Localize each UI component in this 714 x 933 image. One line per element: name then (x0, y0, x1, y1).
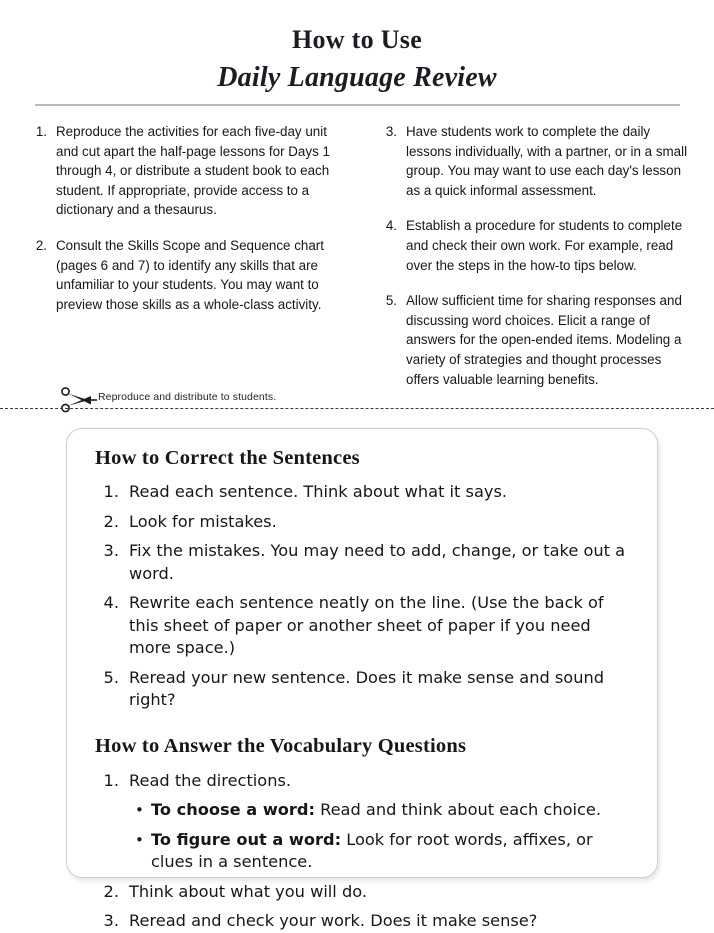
title-secondary: Daily Language Review (217, 61, 497, 93)
bullet-item-lead: To choose a word: (151, 800, 315, 819)
scissors-icon (58, 387, 98, 413)
bullet-item-body: Read and think about each choice. (314, 800, 601, 819)
instructions-left-column (30, 122, 348, 405)
instructions-right-column (380, 122, 698, 405)
bullet-item-lead: To figure out a word: (151, 829, 342, 849)
list-item-text: Have students work to complete the daily lessons individually, with a partner, or in a small group. You may want to use each day's lesson as a quick informal assessment. (406, 124, 688, 198)
list-item (30, 122, 348, 220)
section-heading-correct-sentences: How to Correct the Sentences (95, 447, 360, 469)
list-item (95, 910, 631, 933)
bullet-dot-icon: • (135, 830, 144, 849)
list-item-number: 3. (103, 911, 119, 930)
bullet-dot-icon: • (135, 801, 144, 819)
how-to-tips-panel (66, 428, 658, 930)
list-item-text: Read the directions. (129, 770, 292, 790)
list-item-text: Read each sentence. Think about what it says. (129, 482, 508, 501)
bullet-item-body: Look for root words, affixes, or clues in a sentence. (151, 829, 593, 871)
cutline-dashed-rule (0, 408, 714, 409)
list-item-text: Reproduce the activities for each five-day unit and cut apart the half-page lessons for Days 1 through 4, or distribute a student book to each student. If appropriate, provide access to a dictionary and a thesaurus. (56, 124, 330, 218)
list-item (95, 770, 631, 793)
bullet-item-text (151, 799, 631, 822)
list-item-number: 3. (385, 124, 397, 139)
list-item-text: Rewrite each sentence neatly on the line. (Use the back of this sheet of paper or another sheet of paper if you need more space.) (129, 593, 604, 657)
list-item-text: Allow sufficient time for sharing responses and discussing word choices. Elicit a range of answers for the open-ended items. Modeling a variety of strategies and thought processes offers valuable learning benefits. (406, 293, 682, 387)
list-item-text: Fix the mistakes. You may need to add, change, or take out a word. (129, 541, 626, 583)
list-item (30, 236, 348, 314)
bullet-item-text (151, 829, 631, 874)
list-item (95, 667, 631, 712)
list-item-text: Look for mistakes. (129, 511, 277, 531)
list-item (380, 291, 698, 389)
list-item-text: Think about what you will do. (129, 881, 367, 901)
list-item-number: 1. (103, 482, 119, 501)
cutline-label: Reproduce and distribute to students. (98, 391, 277, 403)
list-item-text: Reread your new sentence. Does it make sense and sound right? (129, 667, 605, 709)
list-item-number: 3. (103, 541, 119, 560)
list-item-number: 2. (103, 881, 119, 901)
list-item-number: 4. (385, 218, 397, 234)
bullet-item (95, 799, 631, 822)
instructions-columns (0, 122, 714, 405)
list-item-number: 5. (385, 293, 397, 309)
list-item-number: 2. (35, 237, 47, 253)
list-item (380, 122, 698, 200)
list-item (95, 592, 631, 660)
list-item-number: 5. (103, 667, 119, 687)
section-heading-vocabulary-questions: How to Answer the Vocabulary Questions (95, 734, 467, 757)
bullet-item (95, 829, 631, 874)
list-item-number: 4. (103, 593, 119, 612)
list-item-text: Consult the Skills Scope and Sequence chart (pages 6 and 7) to identify any skills that are unfamiliar to your students. You may want to preview those skills as a whole-class activity. (56, 237, 324, 312)
list-item-text: Reread and check your work. Does it make sense? (129, 911, 538, 930)
list-item (95, 881, 631, 904)
title-primary: How to Use (291, 25, 423, 54)
list-item-number: 1. (35, 124, 47, 139)
list-item-text: Establish a procedure for students to complete and check their own work. For example, read over the steps in the how-to tips below. (406, 218, 683, 273)
list-item (95, 481, 631, 504)
page-title (0, 26, 714, 95)
list-item (95, 540, 631, 585)
list-item (95, 511, 631, 534)
list-item-number: 2. (103, 511, 119, 531)
title-divider (35, 104, 680, 106)
list-item-number: 1. (103, 770, 119, 790)
list-item (380, 216, 698, 275)
